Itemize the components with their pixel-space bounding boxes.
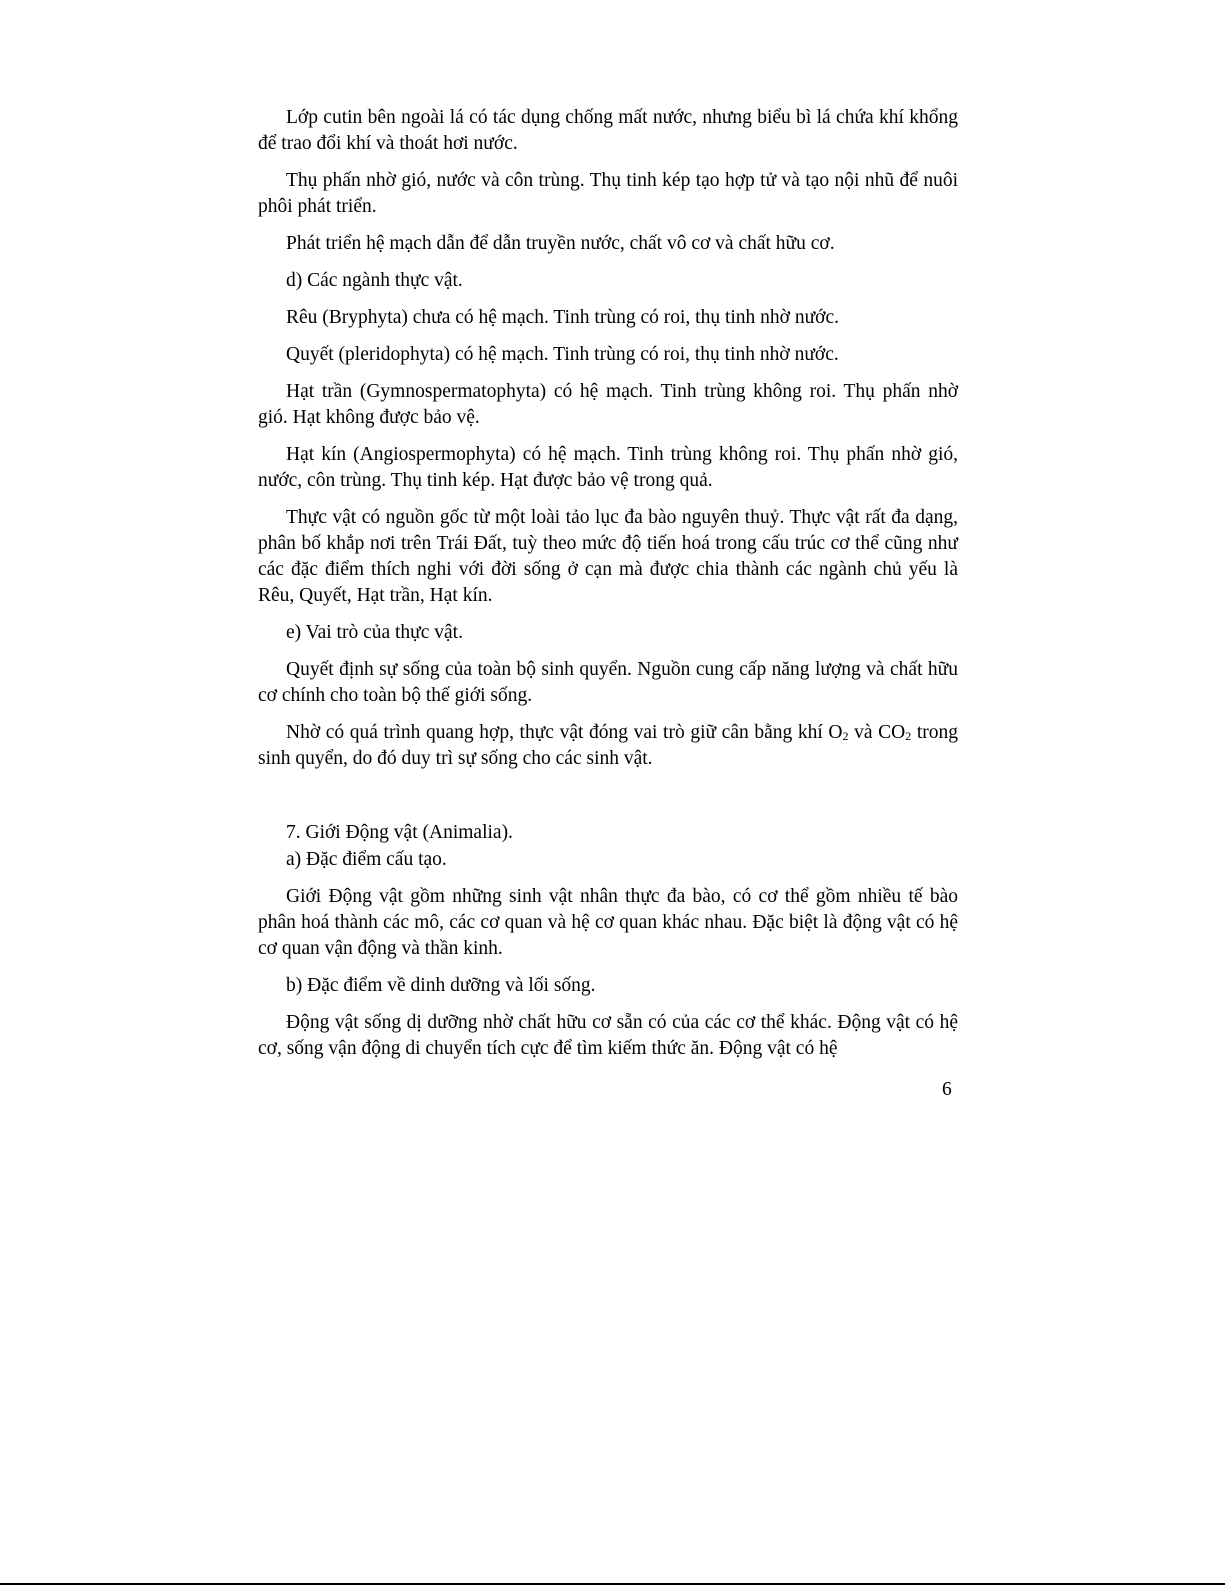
paragraph-animal-structure: Giới Động vật gồm những sinh vật nhân thực đa bào, có cơ thể gồm nhiều tế bào phân hoá thành các mô, các cơ quan và hệ cơ quan khác nhau. Đặc biệt là động vật có hệ cơ quan vận động và thần kinh.: [258, 886, 958, 959]
paragraph-plant-origin: Thực vật có nguồn gốc từ một loài tảo lục đa bào nguyên thuỷ. Thực vật rất đa dạng, phân bố khắp nơi trên Trái Đất, tuỳ theo mức độ tiến hoá trong cấu trúc cơ thể cũng như các đặc điểm thích nghi với đời sống ở cạn mà được chia thành các ngành chủ yếu là Rêu, Quyết, Hạt trần, Hạt kín.: [258, 507, 958, 606]
paragraph-animal-nutrition: Động vật sống dị dưỡng nhờ chất hữu cơ sẵn có của các cơ thể khác. Động vật có hệ cơ, sống vận động di chuyển tích cực để tìm kiếm thức ăn. Động vật có hệ: [258, 1012, 958, 1059]
section-heading-animalia: 7. Giới Động vật (Animalia).: [286, 822, 513, 843]
subheading-structure: a) Đặc điểm cấu tạo.: [286, 849, 447, 870]
section-spacer: [258, 783, 958, 820]
subheading-plant-phyla: d) Các ngành thực vật.: [286, 270, 463, 291]
paragraph-angiosperm: Hạt kín (Angiospermophyta) có hệ mạch. Tinh trùng không roi. Thụ phấn nhờ gió, nước, côn trùng. Thụ tinh kép. Hạt được bảo vệ trong quả.: [258, 444, 958, 491]
paragraph-cutin: Lớp cutin bên ngoài lá có tác dụng chống mất nước, nhưng biểu bì lá chứa khí khổng để trao đổi khí và thoát hơi nước.: [258, 107, 958, 154]
paragraph-bryophyta: Rêu (Bryphyta) chưa có hệ mạch. Tinh trùng có roi, thụ tinh nhờ nước.: [286, 307, 840, 328]
page-number: 6: [942, 1079, 952, 1100]
page-content: [258, 105, 958, 1073]
subheading-plant-role: e) Vai trò của thực vật.: [286, 622, 463, 643]
o2-subscript: 2: [842, 729, 849, 743]
paragraph-vascular: Phát triển hệ mạch dẫn để dẫn truyền nước, chất vô cơ và chất hữu cơ.: [286, 233, 835, 254]
gas-text-middle: và CO: [848, 722, 906, 743]
paragraph-pollination: Thụ phấn nhờ gió, nước và côn trùng. Thụ tinh kép tạo hợp tử và tạo nội nhũ để nuôi phôi phát triển.: [258, 170, 958, 217]
paragraph-gas-balance: [258, 720, 958, 772]
paragraph-pteridophyta: Quyết (pleridophyta) có hệ mạch. Tinh trùng có roi, thụ tinh nhờ nước.: [286, 344, 839, 365]
subheading-nutrition: b) Đặc điểm về dinh dưỡng và lối sống.: [286, 975, 596, 996]
paragraph-biosphere: Quyết định sự sống của toàn bộ sinh quyển. Nguồn cung cấp năng lượng và chất hữu cơ chính cho toàn bộ thế giới sống.: [258, 659, 958, 706]
paragraph-gymnosperm: Hạt trần (Gymnospermatophyta) có hệ mạch. Tinh trùng không roi. Thụ phấn nhờ gió. Hạt không được bảo vệ.: [258, 381, 958, 428]
gas-text-before: Nhờ có quá trình quang hợp, thực vật đóng vai trò giữ cân bằng khí O: [286, 722, 843, 743]
co2-subscript: 2: [905, 729, 912, 743]
gas-text-after: trong sinh quyển, do đó duy trì sự sống cho các sinh vật.: [258, 722, 958, 769]
